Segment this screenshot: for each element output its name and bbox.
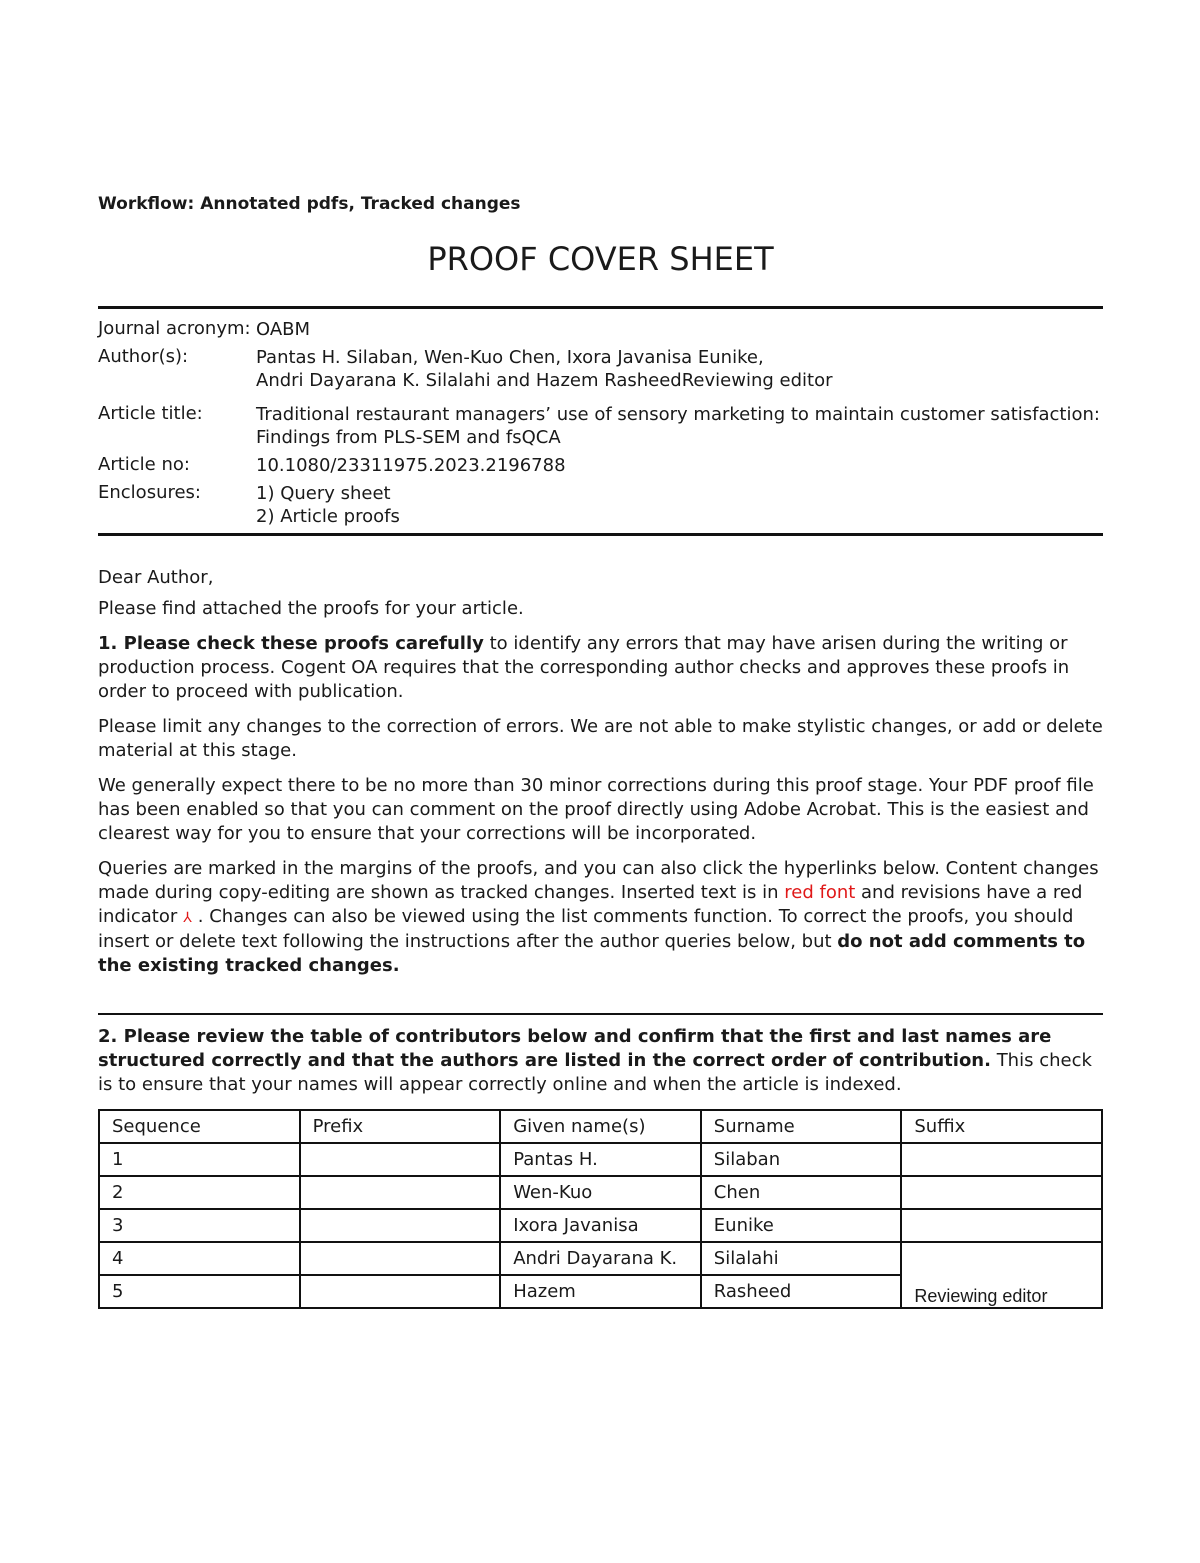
- cell-surname: Chen: [701, 1176, 902, 1209]
- instruction-paragraph-2: Please limit any changes to the correction of errors. We are not able to make stylistic changes, or add or delete material at this stage.: [98, 716, 1103, 761]
- header-surname: Surname: [701, 1110, 902, 1143]
- intro-paragraph: Please find attached the proofs for your article.: [98, 598, 524, 619]
- header-given-names: Given name(s): [500, 1110, 701, 1143]
- instruction-4-text-a: Queries are marked in the margins of the proofs, and you can also click the hyperlinks below. Content changes made during copy-editing are shown as tracked changes. Inserted text is in: [98, 858, 1099, 903]
- cell-sequence: 4: [99, 1242, 300, 1275]
- instruction-1-text: to identify any errors that may have arisen during the writing or production process. Cogent OA requires that the corresponding author checks and approves these proofs in order to proceed with publication.: [98, 633, 1070, 702]
- instruction-paragraph-4: [98, 857, 1103, 978]
- journal-label: Journal acronym:: [98, 318, 251, 339]
- cell-suffix: [901, 1143, 1102, 1176]
- cell-prefix: [300, 1143, 501, 1176]
- authors-line-2: Andri Dayarana K. Silalahi and Hazem RasheedReviewing editor: [256, 370, 833, 391]
- cell-given-names: Wen-Kuo: [500, 1176, 701, 1209]
- cell-suffix: [901, 1209, 1102, 1242]
- enclosure-item-2: 2) Article proofs: [256, 506, 400, 527]
- instruction-4-warning: do not add comments to the existing tracked changes.: [98, 931, 1086, 976]
- instruction-4-text-b: and revisions have a red indicator: [98, 882, 1083, 927]
- cell-sequence: 3: [99, 1209, 300, 1242]
- cell-surname: Eunike: [701, 1209, 902, 1242]
- instruction-1-heading: 1. Please check these proofs carefully: [98, 633, 484, 654]
- instruction-paragraph-3: We generally expect there to be no more than 30 minor corrections during this proof stage. Your PDF proof file has been enabled so that you can comment on the proof directly using Adobe Acrobat. This is the easiest and clearest way for you to ensure that your corrections will be incorporated.: [98, 775, 1094, 844]
- article-no-label: Article no:: [98, 454, 190, 475]
- header-prefix: Prefix: [300, 1110, 501, 1143]
- lower-divider: [98, 1013, 1103, 1015]
- page-title: PROOF COVER SHEET: [427, 240, 774, 278]
- greeting: Dear Author,: [98, 567, 214, 588]
- middle-divider: [98, 533, 1103, 536]
- table-header-row: [99, 1110, 1102, 1143]
- revision-indicator-icon: ⅄: [183, 910, 192, 926]
- journal-value: OABM: [256, 319, 311, 340]
- article-title-label: Article title:: [98, 403, 203, 424]
- contributors-table: [98, 1109, 1103, 1309]
- instruction-4-text-c: . Changes can also be viewed using the list comments function. To correct the proofs, you should insert or delete text following the instructions after the author queries below, but: [98, 906, 1074, 952]
- cell-given-names: Andri Dayarana K.: [500, 1242, 701, 1275]
- header-sequence: Sequence: [99, 1110, 300, 1143]
- cell-given-names: Ixora Javanisa: [500, 1209, 701, 1242]
- cell-given-names: Hazem: [500, 1275, 701, 1308]
- cell-prefix: [300, 1176, 501, 1209]
- table-row: [99, 1176, 1102, 1209]
- authors-line-1: Pantas H. Silaban, Wen-Kuo Chen, Ixora Javanisa Eunike,: [256, 347, 764, 368]
- cell-surname: Rasheed: [701, 1275, 902, 1308]
- enclosures-label: Enclosures:: [98, 482, 201, 503]
- reviewing-editor-overlay: Reviewing editor: [901, 1242, 1102, 1308]
- cell-prefix: [300, 1242, 501, 1275]
- top-divider: [98, 306, 1103, 309]
- article-no-value: 10.1080/23311975.2023.2196788: [256, 455, 566, 476]
- table-row: [99, 1143, 1102, 1176]
- table-row: [99, 1242, 1102, 1275]
- cell-surname: Silalahi: [701, 1242, 902, 1275]
- authors-label: Author(s):: [98, 346, 189, 367]
- workflow-line: Workflow: Annotated pdfs, Tracked changes: [98, 194, 521, 214]
- cell-sequence: 5: [99, 1275, 300, 1308]
- instruction-paragraph-1: [98, 632, 1103, 704]
- contributors-paragraph: [98, 1025, 1103, 1097]
- red-font-sample: red font: [784, 882, 856, 903]
- cell-suffix: [901, 1176, 1102, 1209]
- contributors-heading: 2. Please review the table of contributors below and confirm that the first and last names are structured correctly and that the authors are listed in the correct order of contribution.: [98, 1026, 1052, 1071]
- cell-surname: Silaban: [701, 1143, 902, 1176]
- cell-prefix: [300, 1275, 501, 1308]
- article-title-line-2: Findings from PLS-SEM and fsQCA: [256, 427, 561, 448]
- cell-sequence: 2: [99, 1176, 300, 1209]
- cell-sequence: 1: [99, 1143, 300, 1176]
- cell-given-names: Pantas H.: [500, 1143, 701, 1176]
- header-suffix: Suffix: [901, 1110, 1102, 1143]
- cell-prefix: [300, 1209, 501, 1242]
- enclosure-item-1: 1) Query sheet: [256, 483, 391, 504]
- article-title-line-1: Traditional restaurant managers’ use of sensory marketing to maintain customer satisfaction:: [256, 404, 1100, 425]
- contributors-text: This check is to ensure that your names will appear correctly online and when the article is indexed.: [98, 1050, 1092, 1095]
- table-row: [99, 1209, 1102, 1242]
